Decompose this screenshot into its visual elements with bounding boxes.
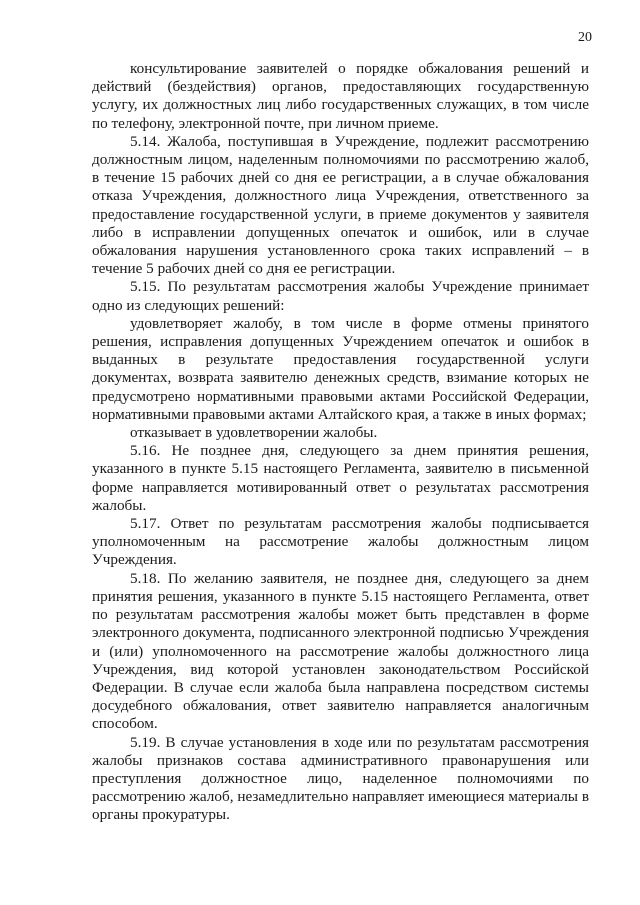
document-body (92, 60, 589, 825)
paragraph-5-17: 5.17. Ответ по результатам рассмотрения жалобы подписывается уполномоченным на рассмотрение жалобы должностным лицом Учреждения. (92, 515, 589, 569)
page-number: 20 (578, 30, 592, 45)
paragraph-5-14: 5.14. Жалоба, поступившая в Учреждение, подлежит рассмотрению должностным лицом, наделенным полномочиями по рассмотрению жалоб, в течение 15 рабочих дней со дня ее регистрации, а в случае обжалования отказа Учреждения, должностного лица Учреждения, ответственного за предоставление государственной услуги, в приеме документов у заявителя либо в исправлении допущенных опечаток и ошибок, или в случае обжалования нарушения установленного срока таких исправлений – в течение 5 рабочих дней со дня ее регистрации. (92, 132, 589, 278)
paragraph-5-16: 5.16. Не позднее дня, следующего за днем принятия решения, указанного в пункте 5.15 настоящего Регламента, заявителю в письменной форме направляется мотивированный ответ о результатах рассмотрения жалобы. (92, 442, 589, 514)
paragraph-5-18: 5.18. По желанию заявителя, не позднее дня, следующего за днем принятия решения, указанного в пункте 5.15 настоящего Регламента, ответ по результатам рассмотрения жалобы может быть представлен в форме электронного документа, подписанного электронной подписью Учреждения и (или) уполномоченного на рассмотрение жалобы должностного лица Учреждения, вид которой установлен законодательством Российской Федерации. В случае если жалоба была направлена посредством системы досудебного обжалования, ответ заявителю направляется аналогичным способом. (92, 569, 589, 733)
paragraph-refuses-complaint: отказывает в удовлетворении жалобы. (130, 424, 378, 442)
paragraph-5-15: 5.15. По результатам рассмотрения жалобы Учреждение принимает одно из следующих решений: (92, 278, 589, 314)
paragraph-5-19: 5.19. В случае установления в ходе или по результатам рассмотрения жалобы признаков состава административного правонарушения или преступления должностное лицо, наделенное полномочиями по рассмотрению жалоб, незамедлительно направляет имеющиеся материалы в органы прокуратуры. (92, 733, 589, 824)
paragraph-consulting: консультирование заявителей о порядке обжалования решений и действий (бездействия) органов, предоставляющих государственную услугу, их должностных лиц либо государственных служащих, в том числе по телефону, электронной почте, при личном приеме. (92, 60, 589, 132)
paragraph-satisfies-complaint: удовлетворяет жалобу, в том числе в форме отмены принятого решения, исправления допущенных Учреждением опечаток и ошибок в выданных в результате предоставления государственной услуги документах, возврата заявителю денежных средств, взимание которых не предусмотрено нормативными правовыми актами Российской Федерации, нормативными правовыми актами Алтайского края, а также в иных формах; (92, 314, 589, 423)
